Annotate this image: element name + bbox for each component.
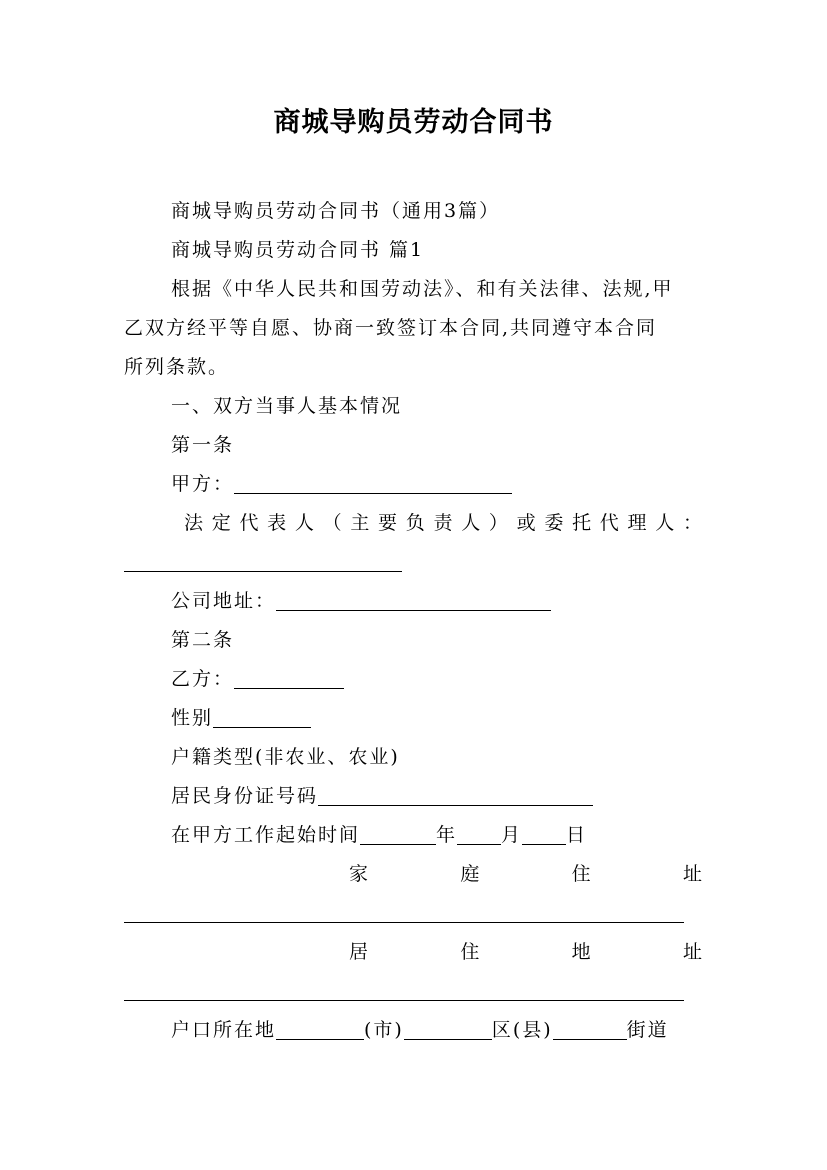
legal-rep-blank[interactable] [124, 543, 402, 572]
residence-address-char: 址 [682, 941, 702, 963]
residence-address-char: 地 [571, 941, 591, 963]
year-label: 年 [436, 824, 458, 846]
legal-rep-char: 人 [461, 512, 481, 534]
legal-rep-char: （ [322, 512, 342, 534]
district-label: 区(县) [491, 1019, 553, 1041]
legal-rep-char: 法 [184, 512, 204, 534]
start-time-label: 在甲方工作起始时间 [171, 824, 361, 846]
legal-rep-char: 代 [239, 512, 259, 534]
household-type: 户籍类型(非农业、农业) [171, 746, 400, 768]
gender-row [124, 699, 702, 738]
company-address-row [124, 582, 702, 621]
start-year-blank[interactable] [360, 816, 436, 845]
start-day-blank[interactable] [522, 816, 566, 845]
article-one: 第一条 [171, 434, 235, 456]
residence-address-label [124, 933, 702, 972]
legal-rep-char: 托 [572, 512, 592, 534]
start-time-row [124, 816, 702, 855]
residence-address-row [124, 972, 702, 1011]
legal-rep-char: 委 [544, 512, 564, 534]
legal-rep-char: ） [488, 512, 508, 534]
party-b-row [124, 660, 702, 699]
street-label: 街道 [626, 1019, 669, 1041]
legal-rep-char: 人 [655, 512, 675, 534]
party-a-label: 甲方： [171, 473, 235, 495]
subtitle: 商城导购员劳动合同书（通用3篇） [171, 200, 501, 222]
party-b-blank[interactable] [234, 660, 344, 689]
section-title: 商城导购员劳动合同书 篇1 [171, 239, 425, 261]
city-label: (市) [364, 1019, 404, 1041]
hukou-street-blank[interactable] [553, 1011, 627, 1040]
party-b-label: 乙方： [171, 668, 235, 690]
residence-address-blank[interactable] [124, 972, 684, 1001]
residence-address-char: 住 [460, 941, 480, 963]
company-address-blank[interactable] [276, 582, 551, 611]
hukou-city-blank[interactable] [276, 1011, 364, 1040]
gender-label: 性别 [171, 707, 214, 729]
id-number-label: 居民身份证号码 [171, 785, 319, 807]
legal-rep-char: 要 [378, 512, 398, 534]
legal-rep-row [124, 543, 702, 582]
party-a-row [124, 465, 702, 504]
article-two: 第二条 [171, 629, 235, 651]
legal-rep-char: 表 [267, 512, 287, 534]
home-address-char: 庭 [460, 863, 480, 885]
id-number-blank[interactable] [318, 777, 593, 806]
intro-line-1: 根据《中华人民共和国劳动法》、和有关法律、法规,甲 [171, 278, 674, 300]
hukou-district-blank[interactable] [404, 1011, 492, 1040]
home-address-char: 家 [349, 863, 369, 885]
legal-rep-char: ： [682, 512, 702, 534]
home-address-char: 址 [682, 863, 702, 885]
home-address-row [124, 894, 702, 933]
legal-rep-char: 定 [211, 512, 231, 534]
home-address-char: 住 [571, 863, 591, 885]
start-month-blank[interactable] [457, 816, 501, 845]
intro-line-2: 乙双方经平等自愿、协商一致签订本合同,共同遵守本合同 [124, 317, 658, 339]
month-label: 月 [501, 824, 523, 846]
id-number-row [124, 777, 702, 816]
home-address-blank[interactable] [124, 894, 684, 923]
gender-blank[interactable] [213, 699, 311, 728]
day-label: 日 [566, 824, 588, 846]
legal-rep-char: 负 [405, 512, 425, 534]
home-address-label [124, 855, 702, 894]
hukou-row [124, 1011, 702, 1050]
legal-rep-char: 人 [294, 512, 314, 534]
legal-rep-char: 理 [627, 512, 647, 534]
intro-line-3: 所列条款。 [124, 356, 230, 378]
legal-rep-char: 责 [433, 512, 453, 534]
document-body [124, 192, 702, 1050]
document-title: 商城导购员劳动合同书 [273, 107, 554, 138]
legal-rep-label [124, 504, 702, 543]
party-a-blank[interactable] [234, 465, 512, 494]
legal-rep-char: 主 [350, 512, 370, 534]
legal-rep-char: 代 [599, 512, 619, 534]
hukou-label: 户口所在地 [171, 1019, 277, 1041]
heading-basic-info: 一、双方当事人基本情况 [171, 395, 403, 417]
company-address-label: 公司地址： [171, 590, 277, 612]
residence-address-char: 居 [349, 941, 369, 963]
legal-rep-char: 或 [516, 512, 536, 534]
